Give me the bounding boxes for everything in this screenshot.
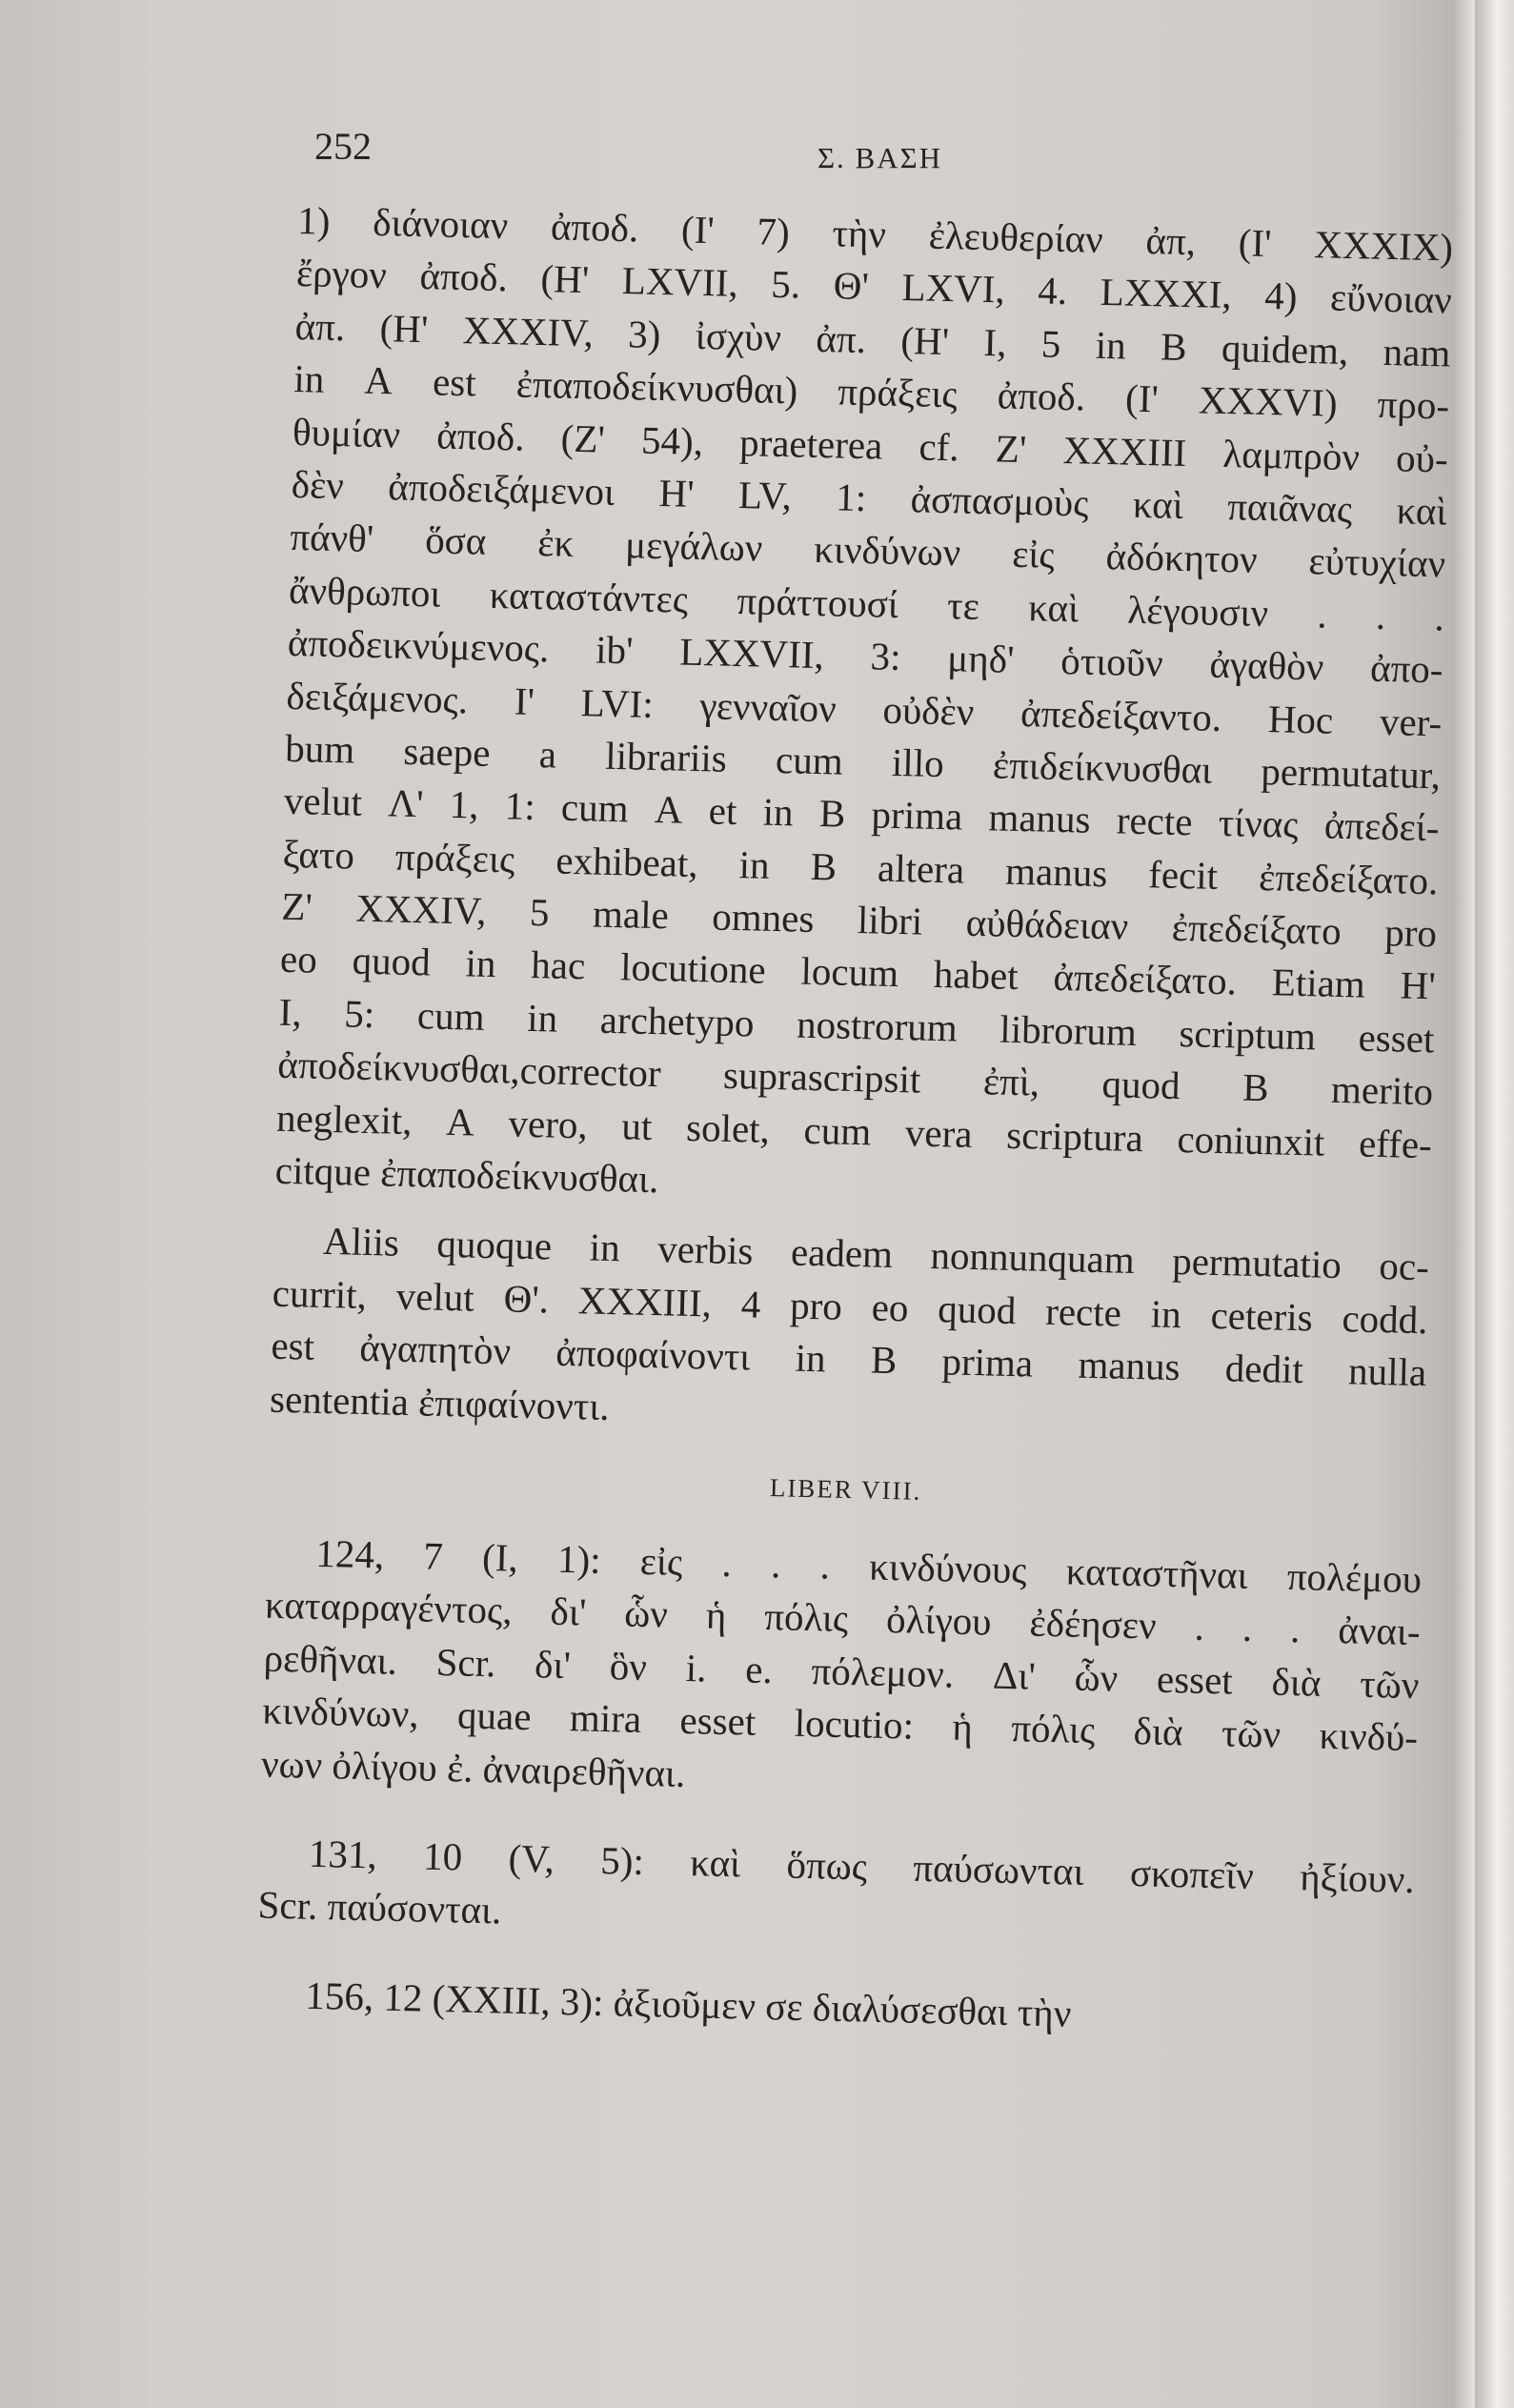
word: . <box>1241 1606 1253 1650</box>
word: ἀπεδείξαντο. <box>1019 690 1222 739</box>
line-text: νων ὀλίγου ἐ. ἀναιρεθῆναι. <box>260 1741 686 1795</box>
word: 1, <box>449 782 480 827</box>
word: 4. <box>1037 268 1068 314</box>
word: B <box>1160 324 1188 369</box>
word: Ζ' <box>280 883 313 929</box>
word: A <box>654 787 684 832</box>
word: ἐπαποδείκνυσθαι) <box>515 361 798 413</box>
word: πολέμου <box>1286 1553 1423 1602</box>
word: (V, <box>508 1835 555 1881</box>
word: ver- <box>1379 698 1443 744</box>
word: καὶ <box>689 1840 741 1886</box>
word: καὶ <box>1027 584 1080 631</box>
word: 1) <box>296 197 332 243</box>
word: ἀπο- <box>1369 645 1444 692</box>
word: ξατο <box>282 831 355 878</box>
word: . <box>1316 592 1328 637</box>
word: ἄνθρωποι <box>288 567 442 616</box>
word: εἰς <box>1011 532 1056 577</box>
word: ἐλευθερίαν <box>928 212 1104 261</box>
word: πράξεις <box>837 369 959 416</box>
line-text: citque ἐπαποδείκνυσθαι. <box>274 1147 659 1202</box>
word: . <box>1194 1604 1205 1649</box>
word: ὅπως <box>786 1842 868 1889</box>
word: ὃν <box>609 1643 648 1689</box>
word: ἀποφαίνοντι <box>555 1329 751 1379</box>
word: ὧν <box>623 1590 669 1636</box>
word: eadem <box>790 1229 894 1277</box>
word: ρεθῆναι. <box>263 1635 398 1683</box>
word: πόλεμον. <box>811 1648 955 1696</box>
word: Η' <box>1400 962 1437 1008</box>
word: κινδύ- <box>1319 1712 1419 1760</box>
word: manus <box>1077 1342 1181 1389</box>
word: libri <box>857 898 923 943</box>
word: XXXVI) <box>1198 377 1339 425</box>
word: εὐτυχίαν <box>1308 538 1446 586</box>
word: πράττουσί <box>736 577 899 626</box>
word: τῶν <box>1359 1661 1420 1707</box>
word: ἀδόκητον <box>1105 534 1259 582</box>
word: locum <box>800 949 899 996</box>
page-gutter <box>1475 0 1514 2408</box>
word: in <box>293 356 325 401</box>
word: XXXIV, <box>354 885 487 933</box>
word: καταρραγέντος, <box>264 1582 514 1633</box>
word: permutatio <box>1171 1239 1342 1287</box>
word: τὴν <box>831 211 887 256</box>
running-head: Σ. ΒΑΣΗ <box>818 141 943 174</box>
word: A <box>363 357 394 403</box>
word: 1: <box>504 783 536 829</box>
word: Θ' <box>833 263 870 309</box>
word: Η' <box>658 470 696 516</box>
word: XXXIII, <box>577 1278 713 1325</box>
word: ὁτιοῦν <box>1060 638 1164 685</box>
word: illo <box>891 739 945 786</box>
word: in <box>795 1335 827 1381</box>
word: cum <box>775 737 844 783</box>
word: ἀποδείκνυσθαι,corrector <box>276 1042 662 1096</box>
word: quoque <box>435 1222 553 1268</box>
word: 131, <box>308 1831 378 1877</box>
word: προ- <box>1377 381 1450 428</box>
word: ἀπεδεί- <box>1323 802 1441 850</box>
word: exhibeat, <box>555 838 699 885</box>
word: ἀποδειξάμενοι <box>387 464 616 514</box>
word: prima <box>871 792 963 839</box>
word: ἐπεδείξατο <box>1171 904 1342 954</box>
word: οὐ- <box>1395 435 1449 481</box>
word: ὧν <box>1074 1654 1119 1700</box>
word: 4) <box>1263 273 1298 319</box>
word: ἀναι- <box>1337 1608 1422 1654</box>
word: esset <box>679 1698 757 1744</box>
word: quod <box>1101 1062 1181 1108</box>
word: δι' <box>534 1642 572 1687</box>
word: 3: <box>870 634 902 679</box>
page-number: 252 <box>314 125 372 168</box>
word: πάνθ' <box>289 515 374 561</box>
word: ἡ <box>705 1592 727 1638</box>
word: δι' <box>550 1589 587 1634</box>
word: locutio: <box>794 1700 915 1748</box>
word: codd. <box>1342 1295 1429 1343</box>
word: currit, <box>272 1270 368 1317</box>
word: quod <box>352 939 432 984</box>
word: LXVII, <box>621 258 739 306</box>
word: altera <box>877 845 965 892</box>
word: ἀσπασμοὺς <box>910 476 1090 525</box>
word: ἡ <box>951 1704 974 1750</box>
word: cum <box>416 993 486 1039</box>
commentary-entry-124 <box>261 1527 1423 1817</box>
word: Etiam <box>1271 960 1366 1007</box>
word: prima <box>941 1339 1034 1386</box>
word: ἐδέησεν <box>1029 1600 1158 1649</box>
word: XXXIX) <box>1313 222 1454 270</box>
word: κινδύνους <box>868 1544 1028 1592</box>
word: pro <box>789 1283 843 1328</box>
word: ἐκ <box>536 520 575 566</box>
word: Θ'. <box>503 1276 550 1322</box>
word: δειξάμενος. <box>286 673 469 721</box>
word: XXXIII <box>1061 427 1187 475</box>
word: καταστῆναι <box>1065 1548 1249 1597</box>
word: B <box>1241 1064 1270 1110</box>
word: καταστάντες <box>489 572 689 621</box>
word: ἐπεδείξατο. <box>1258 854 1439 903</box>
word: 5: <box>343 991 375 1036</box>
paragraph-note-intro <box>274 194 1453 1224</box>
line-text: 156, 12 (XXIII, 3): ἀξιοῦμεν σε διαλύσεσθαι τὴν <box>304 1973 1072 2035</box>
word: ut <box>620 1103 653 1148</box>
word: in <box>589 1224 621 1270</box>
word: librariis <box>604 733 728 780</box>
word: ἀποδ. <box>419 253 509 300</box>
word: εὔνοιαν <box>1329 274 1453 322</box>
word: a <box>538 732 557 777</box>
word: διὰ <box>1133 1709 1184 1754</box>
word: pro <box>1383 910 1438 956</box>
word: ceteris <box>1210 1292 1314 1340</box>
word: λαμπρὸν <box>1221 431 1361 478</box>
word: (Ι' <box>680 207 716 253</box>
word: 7) <box>757 209 791 254</box>
word: τε <box>946 582 980 628</box>
word: μηδ' <box>946 636 1016 681</box>
page-header <box>0 0 1514 210</box>
word: est <box>270 1323 315 1368</box>
word: . <box>1289 1607 1302 1651</box>
word: cum <box>803 1107 872 1154</box>
paragraph-note-alias <box>270 1214 1430 1452</box>
word: Hoc <box>1267 696 1334 742</box>
word: πράξεις <box>394 834 515 881</box>
word: in <box>738 841 771 887</box>
word: ἀγαπητὸν <box>358 1325 512 1373</box>
word: ἔργον <box>295 251 388 297</box>
word: hac <box>530 942 586 988</box>
word: παύσωνται <box>912 1845 1085 1893</box>
word: locutione <box>619 944 767 993</box>
word: nulla <box>1347 1348 1427 1395</box>
word: permutatur, <box>1260 748 1442 798</box>
word: manus <box>1004 848 1108 895</box>
word: A <box>445 1099 475 1144</box>
word: ἀπεδείξατο. <box>1053 955 1238 1003</box>
word: εἰς <box>639 1538 683 1584</box>
word: καὶ <box>1396 488 1447 534</box>
word: archetypo <box>599 997 756 1045</box>
word: B <box>818 791 846 837</box>
word: 1): <box>556 1536 602 1582</box>
word: cf. <box>918 423 960 469</box>
word: velut <box>395 1273 475 1320</box>
word: (Ι' <box>1124 375 1160 421</box>
word: οὐδὲν <box>881 687 975 734</box>
word: male <box>592 891 670 938</box>
word: mira <box>569 1695 642 1742</box>
word: 5 <box>529 890 551 935</box>
word: et <box>708 788 737 834</box>
word: habet <box>933 952 1019 999</box>
body-text <box>255 194 1454 2048</box>
word: 5. <box>770 262 801 307</box>
word: γενναῖον <box>698 682 838 730</box>
word: ἠξίουν. <box>1299 1854 1416 1902</box>
word: suprascripsit <box>722 1053 921 1102</box>
word: . <box>721 1540 733 1586</box>
word: ἀπ. <box>815 315 867 361</box>
word: XXXIV, <box>462 307 595 355</box>
word: neglexit, <box>275 1095 414 1143</box>
word: δὲν <box>291 461 345 508</box>
word: verbis <box>656 1226 754 1273</box>
word: B <box>810 843 838 889</box>
word: ἰσχὺν <box>695 313 782 359</box>
word: ἀπ. <box>294 303 346 349</box>
word: (Η' <box>379 305 429 352</box>
word: 1: <box>835 475 867 520</box>
word: Δι' <box>992 1652 1037 1698</box>
word: Λ' <box>387 780 424 826</box>
word: in <box>1150 1291 1182 1336</box>
word: (I, <box>481 1534 519 1580</box>
word: in <box>762 789 795 835</box>
word: recte <box>1044 1288 1122 1335</box>
word: . <box>1434 594 1445 639</box>
word: τίνας <box>1218 800 1300 847</box>
word: θυμίαν <box>292 409 401 456</box>
word: ἀποδ. <box>997 373 1086 419</box>
word: 124, <box>314 1530 385 1577</box>
word: ἀποδ. <box>435 413 526 459</box>
word: 10 <box>422 1833 463 1879</box>
word: omnes <box>711 894 815 941</box>
word: τῶν <box>1221 1710 1282 1756</box>
word: ὅσα <box>424 517 487 564</box>
word: quod <box>937 1285 1017 1332</box>
section-heading: LIBER VIII. <box>769 1473 922 1506</box>
word: manus <box>988 795 1092 842</box>
word: 7 <box>422 1533 444 1578</box>
word: 4 <box>740 1282 761 1326</box>
word: vero, <box>508 1101 589 1147</box>
word: eo <box>279 937 318 982</box>
word: Ζ' <box>995 425 1027 471</box>
word: I, <box>982 319 1007 365</box>
word: LXXVII, <box>678 629 825 678</box>
line-text: Scr. παύσονται. <box>257 1882 502 1932</box>
word: praeterea <box>738 419 883 468</box>
word: LXXXI, <box>1100 270 1233 317</box>
word: eo <box>871 1285 910 1330</box>
word: nonnunquam <box>930 1233 1136 1283</box>
word: (Η' <box>539 256 590 302</box>
word: ἀπ, <box>1145 217 1197 264</box>
word: πόλις <box>763 1594 849 1641</box>
word: LXVI, <box>900 265 1006 312</box>
word: oc- <box>1378 1244 1430 1289</box>
word: . <box>819 1543 831 1588</box>
word: μεγάλων <box>624 522 763 570</box>
word: πόλις <box>1010 1706 1096 1752</box>
word: nostrorum <box>796 1002 959 1050</box>
word: (Ζ' <box>560 415 606 461</box>
word: scriptum <box>1179 1010 1317 1059</box>
word: quidem, <box>1221 325 1349 373</box>
word: dedit <box>1224 1346 1304 1392</box>
word: librorum <box>999 1006 1138 1054</box>
word: Aliis <box>322 1219 400 1265</box>
word: solet, <box>685 1104 771 1151</box>
word: κινδύνων, <box>261 1688 420 1736</box>
word: cum <box>560 784 630 831</box>
word: esset <box>1358 1015 1435 1062</box>
word: LV, <box>737 472 793 518</box>
word: in <box>526 995 558 1041</box>
word: in <box>1095 322 1127 368</box>
word: esset <box>1156 1656 1234 1703</box>
word: σκοπεῖν <box>1129 1851 1255 1898</box>
word: 54), <box>640 417 704 463</box>
word: ib' <box>595 627 635 673</box>
word: διάνοιαν <box>372 199 509 248</box>
word: ἀγαθὸν <box>1209 641 1324 689</box>
word: καὶ <box>1132 481 1184 527</box>
word: ἐπὶ, <box>982 1059 1040 1104</box>
word: ἀποδεικνύμενος. <box>287 620 550 671</box>
word: ὀλίγου <box>885 1597 993 1644</box>
word: scriptura <box>1005 1112 1144 1160</box>
word: αὐθάδειαν <box>965 900 1129 948</box>
word: I, <box>278 989 303 1035</box>
word: in <box>465 941 496 986</box>
word: διὰ <box>1271 1659 1322 1705</box>
word: 5): <box>599 1837 645 1883</box>
word: i. <box>685 1645 707 1690</box>
word: Ι' <box>514 678 535 723</box>
word: Scr. <box>435 1639 496 1686</box>
word: . <box>1375 593 1386 637</box>
word: fecit <box>1147 851 1219 898</box>
word: quae <box>456 1692 533 1739</box>
word: λέγουσιν <box>1126 587 1269 635</box>
word: vera <box>904 1109 974 1156</box>
word: velut <box>283 779 363 825</box>
word: LVI: <box>580 679 655 726</box>
word: 5 <box>1040 321 1061 366</box>
word: est <box>432 359 477 405</box>
word: recte <box>1116 798 1194 844</box>
word: effe- <box>1358 1121 1433 1166</box>
word: (Η' <box>899 317 950 363</box>
word: nam <box>1383 329 1451 375</box>
word: . <box>770 1542 781 1587</box>
word: bum <box>284 725 355 772</box>
word: ἐπιδείκνυσθαι <box>992 742 1213 792</box>
word: ἀποδ. <box>550 204 639 251</box>
word: coniunxit <box>1176 1116 1325 1164</box>
word: κινδύνων <box>813 527 961 575</box>
word: (Ι' <box>1238 220 1273 266</box>
word: B <box>870 1337 898 1383</box>
line-text: sententia ἐπιφαίνοντι. <box>269 1376 611 1428</box>
word: saepe <box>402 728 492 775</box>
word: 3) <box>627 311 661 356</box>
word: merito <box>1330 1067 1434 1114</box>
word: παιᾶνας <box>1226 484 1353 532</box>
word: e. <box>744 1647 774 1691</box>
